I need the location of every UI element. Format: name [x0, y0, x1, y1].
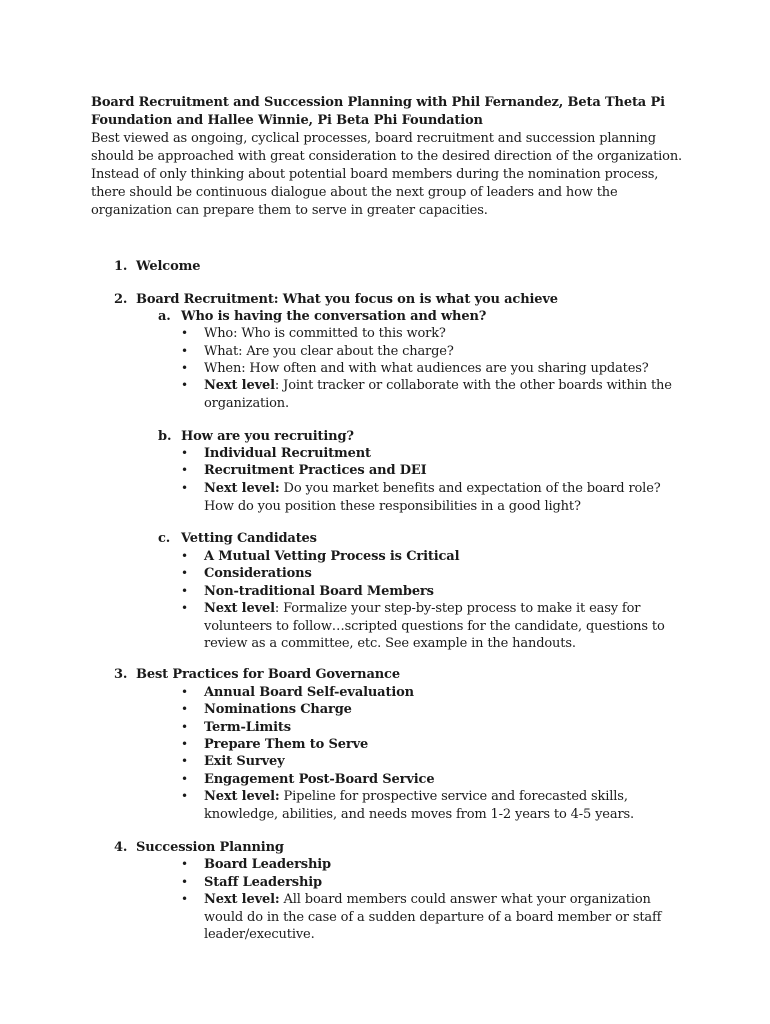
subsection-letter: a. [158, 309, 171, 324]
section-heading: Board Recruitment: What you focus on is what you achieve [136, 292, 558, 307]
bullet-icon: • [181, 720, 188, 734]
bullet-icon: • [181, 361, 188, 375]
bullet-icon: • [181, 378, 188, 392]
subsection-heading: Who is having the conversation and when? [181, 309, 487, 324]
intro-block [91, 94, 691, 220]
next-level-label: Next level: [204, 481, 280, 496]
bullet-icon: • [181, 566, 188, 580]
next-level-label: Next level: [204, 789, 280, 804]
section-heading: Succession Planning [136, 840, 284, 855]
bullet-icon: • [181, 584, 188, 598]
bullet-icon: • [181, 601, 188, 615]
section-heading: Welcome [136, 259, 201, 274]
section-number: 1. [114, 259, 128, 274]
next-level-label: Next level [204, 601, 275, 616]
bullet-icon: • [181, 685, 188, 699]
bullet-icon: • [181, 481, 188, 495]
bullet-icon: • [181, 875, 188, 889]
section-number: 4. [114, 840, 128, 855]
subsection-letter: c. [158, 531, 171, 546]
bullet-icon: • [181, 463, 188, 477]
next-level-label: Next level: [204, 892, 280, 907]
bullet-icon: • [181, 754, 188, 768]
subsection-heading: How are you recruiting? [181, 429, 354, 444]
bullet-icon: • [181, 772, 188, 786]
intro-paragraph: Best viewed as ongoing, cyclical processes, board recruitment and succession planning should be approached with great consideration to the desired direction of the organization. Instead of only thinking about potential board members during the nomination process, there should be continuous dialogue about the next group of leaders and how the organization can prepare them to serve in greater capacities. [91, 131, 683, 218]
bullet-icon: • [181, 446, 188, 460]
subsection-heading: Vetting Candidates [181, 531, 317, 546]
document-title: Board Recruitment and Succession Planning with Phil Fernandez, Beta Theta Pi Foundation and Hallee Winnie, Pi Beta Phi Foundation [91, 95, 665, 128]
section-heading: Best Practices for Board Governance [136, 667, 400, 682]
bullet-icon: • [181, 857, 188, 871]
bullet-icon: • [181, 549, 188, 563]
next-level-label: Next level [204, 378, 275, 393]
bullet-icon: • [181, 789, 188, 803]
subsection-letter: b. [158, 429, 172, 444]
bullet-icon: • [181, 702, 188, 716]
bullet-icon: • [181, 326, 188, 340]
bullet-icon: • [181, 344, 188, 358]
section-number: 3. [114, 667, 128, 682]
section-number: 2. [114, 292, 128, 307]
bullet-icon: • [181, 892, 188, 906]
document-page: Board Recruitment and Succession Planning with Phil Fernandez, Beta Theta Pi Foundation and Hallee Winnie, Pi Beta Phi Foundation Best viewed as ongoing, cyclical processes, board recruitment and succession planning should be approached with great consideration to the desired direction of the organization. Instead of only thinking about potential board members during the nomination process, there should be continuous dialogue about the next group of leaders and how the organization can prepare them to serve in greater capacities. 1. Welcome 2. Board Recruitment: What you focus on is what you achieve a. Who is having the conversation and when? • Who: Who is committed to this work? • What: Are you clear about the charge? • When: How often and with what audiences are you sharing updates? • Next level: Joint tracker or collaborate with the other boards within the organization. b. How are you recruiting? • Individual Recruitment • Recruitment Practices and DEI • Next level: Do you market benefits and expectation of the board role? How do you position these responsibilities in a good light? c. Vetting Candidates • A Mutual Vetting Process is Critical • Considerations • Non-traditional Board Members • Next level: Formalize your step-by-step process to make it easy for volunteers to follow…scripted questions for the candidate, questions to review as a committee, etc. See example in the handouts. 3. Best Practices for Board Governance • Annual Board Self-evaluation • Nominations Charge • Term-Limits • Prepare Them to Serve • Exit Survey • Engagement Post-Board Service • Next level: Pipeline for prospective service and forecasted skills, knowledge, abilities, and needs moves from 1-2 years to 4-5 years. 4. Succession Planning • Board Leadership • Staff Leadership • Next level: All board members could answer what your organization would do in the case of a sudden departure of a board member or staff leader/executive. [0, 0, 770, 1024]
bullet-icon: • [181, 737, 188, 751]
